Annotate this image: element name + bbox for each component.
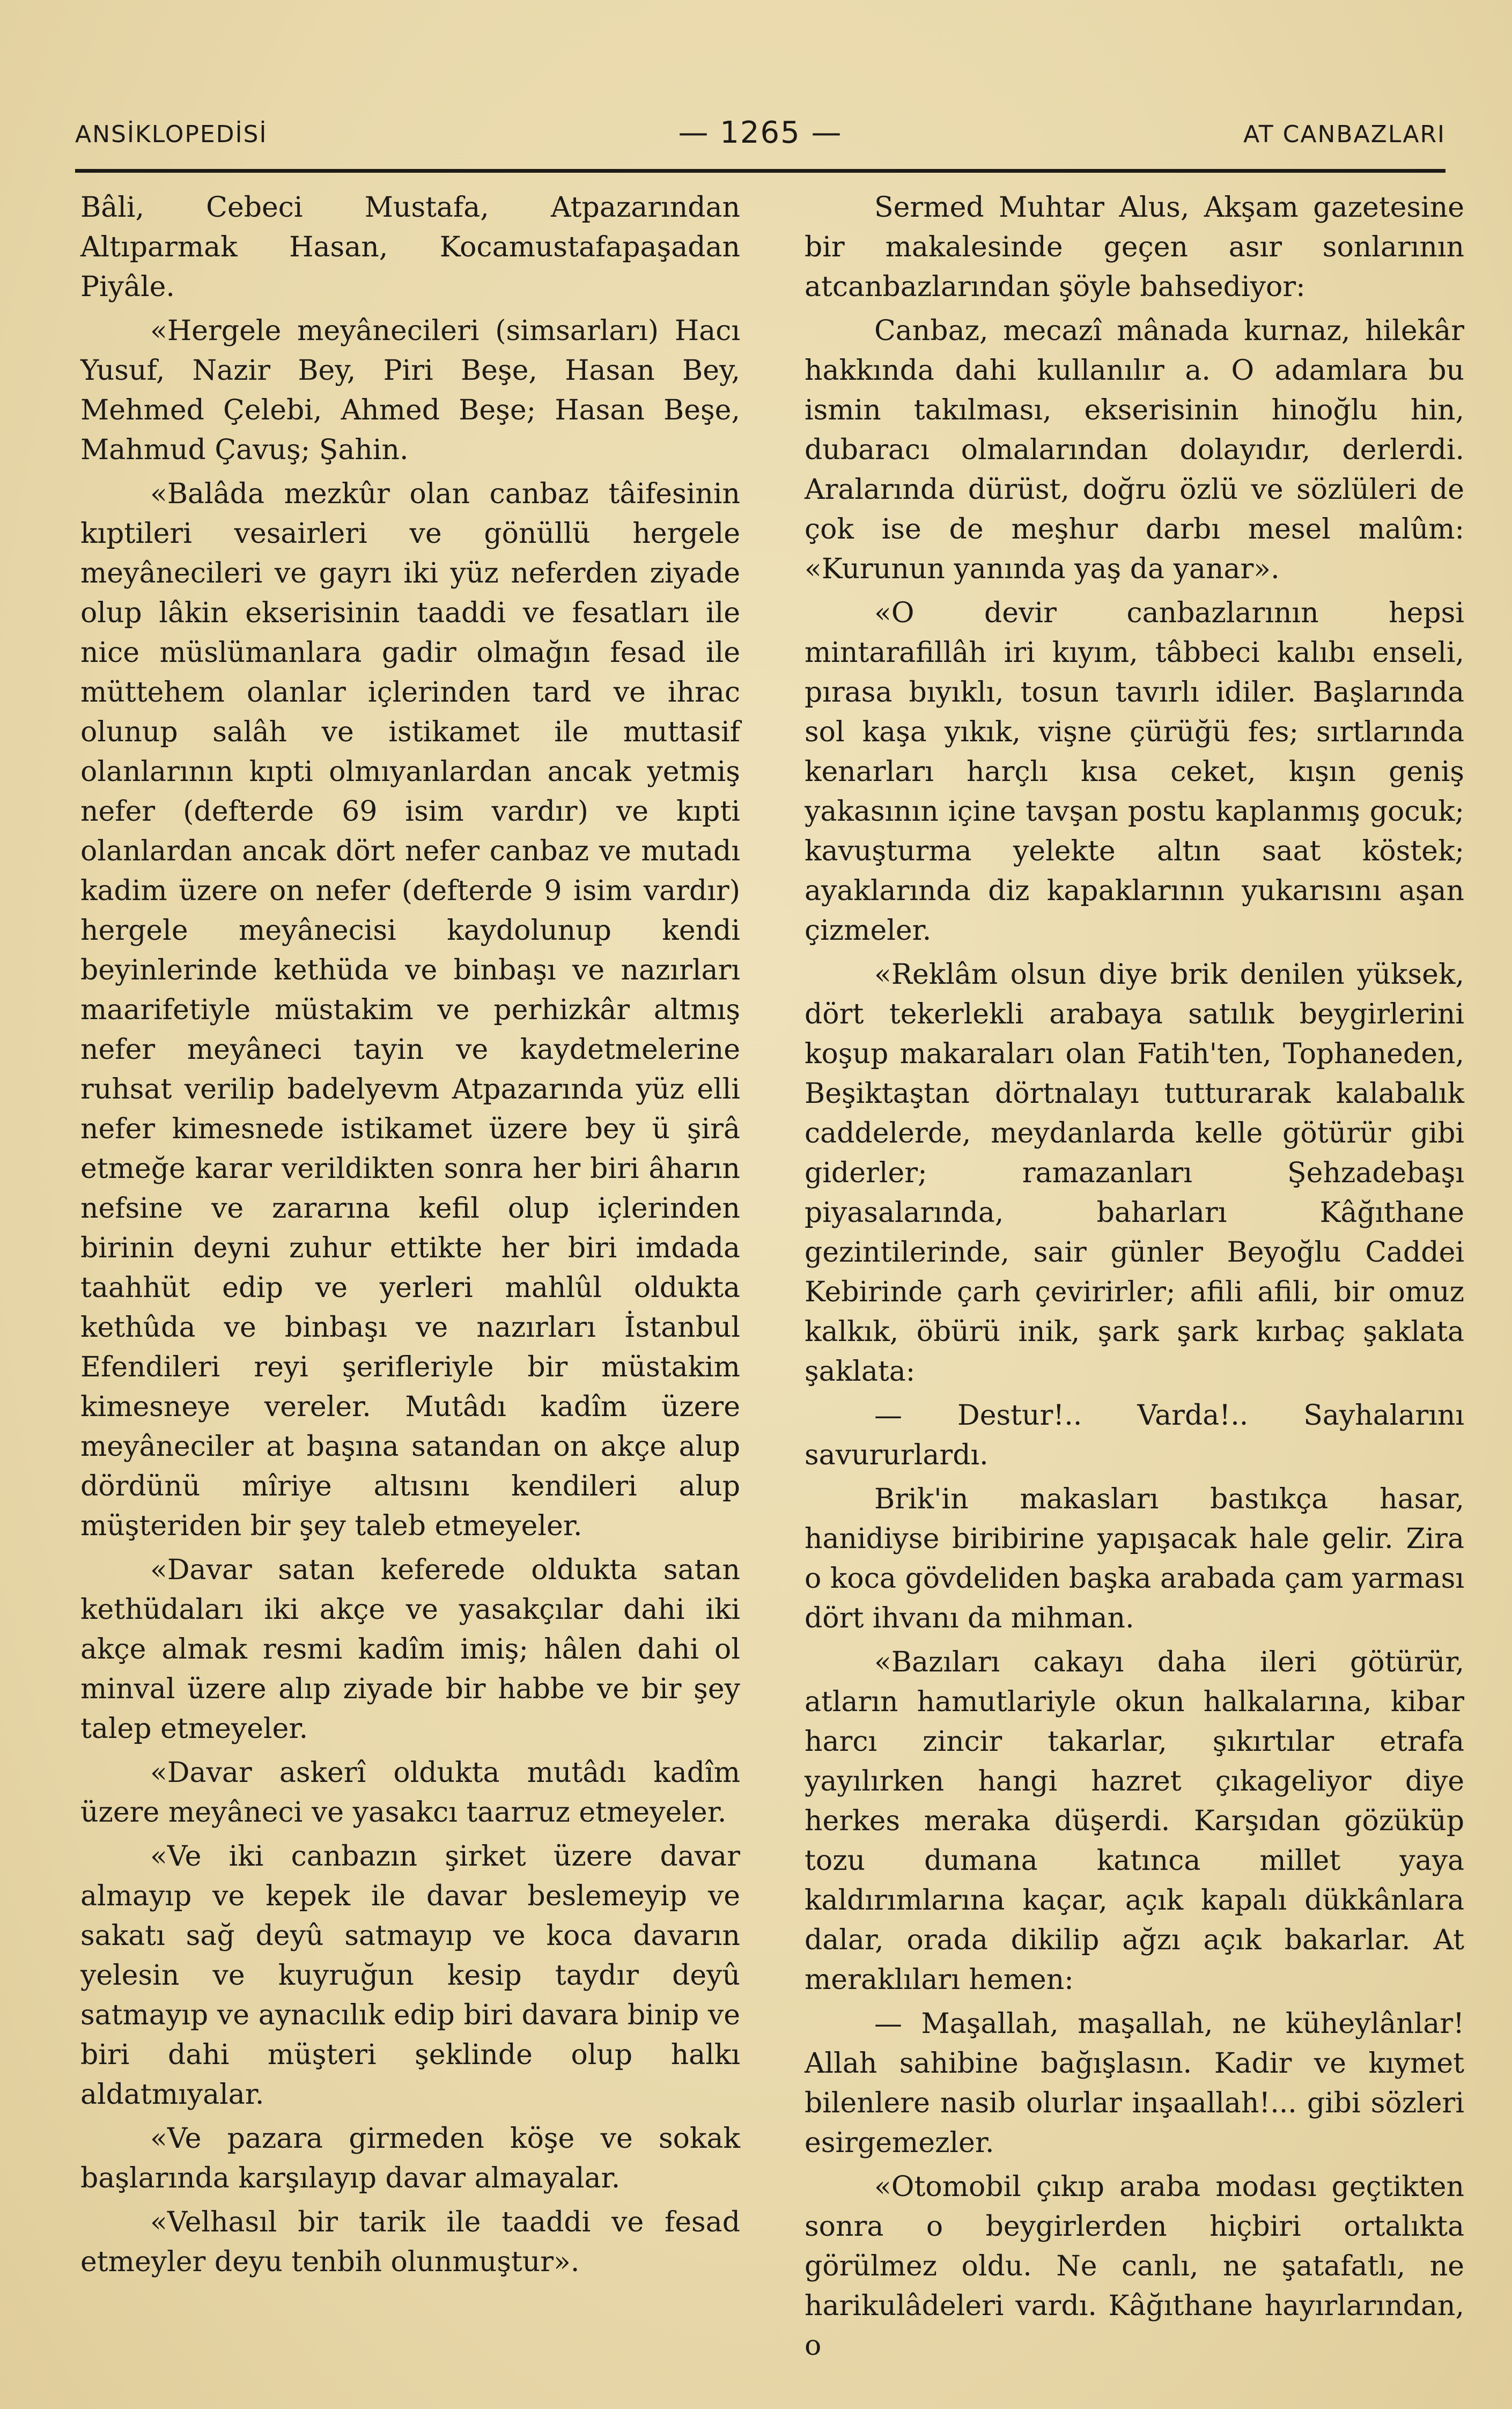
paragraph: «O devir canbazlarının hepsi mintarafillâh iri kıyım, tâbbeci kalıbı enseli, pırasa bıyıklı, tosun tavırlı idiler. Başlarında sol kaşa yıkık, vişne çürüğü fes; sırtlarında kenarları harçlı kısa ceket, kışın geniş yakasının içine tavşan postu kaplanmış gocuk; kavuşturma yelekte altın saat köstek; ayaklarında diz kapaklarının yukarısını aşan çizmeler. xyxy=(805,597,1464,947)
page-number: — 1265 — xyxy=(678,115,843,150)
paragraph: «Davar satan keferede oldukta satan kethüdaları iki akçe ve yasakçılar dahi iki akçe almak resmi kadîm imiş; hâlen dahi ol minval üzere alıp ziyade bir habbe ve bir şey talep etmeyeler. xyxy=(80,1554,740,1745)
paragraph: «Otomobil çıkıp araba modası geçtikten sonra o beygirlerden hiçbiri ortalıkta görülmez oldu. Ne canlı, ne şatafatlı, ne harikulâdeleri vardı. Kâğıthane hayırlarından, o xyxy=(805,2171,1464,2362)
paragraph: — Maşallah, maşallah, ne küheylânlar! Allah sahibine bağışlasın. Kadir ve kıymet bilenlere nasib olurlar inşaallah!... gibi sözleri esirgemezler. xyxy=(805,2008,1464,2159)
left-column xyxy=(80,188,740,2286)
paragraph: — Destur!.. Varda!.. Sayhalarını savururlardı. xyxy=(805,1399,1464,1471)
paragraph: Bâli, Cebeci Mustafa, Atpazarından Altıparmak Hasan, Kocamustafapaşadan Piyâle. xyxy=(80,191,740,303)
paragraph: «Ve pazara girmeden köşe ve sokak başlarında karşılayıp davar almayalar. xyxy=(80,2123,740,2194)
right-column xyxy=(805,188,1464,2370)
header-rule xyxy=(75,169,1445,173)
paragraph: Brik'in makasları bastıkça hasar, hanidiyse biribirine yapışacak hale gelir. Zira o koca gövdeliden başka arabada çam yarması dört ihvanı da mihman. xyxy=(805,1483,1464,1634)
paragraph: «Ve iki canbazın şirket üzere davar almayıp ve kepek ile davar beslemeyip ve sakatı sağ deyû satmayıp ve koca davarın yelesin ve kuyruğun kesip taydır deyû satmayıp ve aynacılık edip biri davara binip ve biri dahi müşteri şeklinde olup halkı aldatmıyalar. xyxy=(80,1840,740,2111)
paragraph: Sermed Muhtar Alus, Akşam gazetesine bir makalesinde geçen asır sonlarının atcanbazlarından şöyle bahsediyor: xyxy=(805,191,1464,303)
paragraph: «Reklâm olsun diye brik denilen yüksek, dört tekerlekli arabaya satılık beygirlerini koşup makaraları olan Fatih'ten, Tophaneden, Beşiktaştan dörtnalayı tutturarak kalabalık caddelerde, meydanlarda kelle götürür gibi giderler; ramazanları Şehzadebaşı piyasalarında, baharları Kâğıthane gezintilerinde, sair günler Beyoğlu Caddei Kebirinde çarh çevirirler; afili afili, bir omuz kalkık, öbürü inik, şark şark kırbaç şaklata şaklata: xyxy=(805,959,1464,1388)
paragraph: «Davar askerî oldukta mutâdı kadîm üzere meyâneci ve yasakcı taarruz etmeyeler. xyxy=(80,1757,740,1829)
paragraph: «Velhasıl bir tarik ile taaddi ve fesad etmeyler deyu tenbih olunmuştur». xyxy=(80,2206,740,2278)
paragraph: Canbaz, mecazî mânada kurnaz, hilekâr hakkında dahi kullanılır a. O adamlara bu ismin takılması, ekserisinin hinoğlu hin, dubaracı olmalarından dolayıdır, derlerdi. Aralarında dürüst, doğru özlü ve sözlüleri de çok ise de meşhur darbı mesel malûm: «Kurunun yanında yaş da yanar». xyxy=(805,315,1464,585)
paragraph: «Bazıları cakayı daha ileri götürür, atların hamutlariyle okun halkalarına, kibar harcı zincir takarlar, şıkırtılar etrafa yayılırken hangi hazret çıkageliyor diye herkes meraka düşerdi. Karşıdan gözüküp tozu dumana katınca millet yaya kaldırımlarına kaçar, açık kapalı dükkânlara dalar, orada dikilip ağzı açık bakarlar. At meraklıları hemen: xyxy=(805,1646,1464,1996)
paragraph: «Hergele meyânecileri (simsarları) Hacı Yusuf, Nazir Bey, Piri Beşe, Hasan Bey, Mehmed Çelebi, Ahmed Beşe; Hasan Beşe, Mahmud Çavuş; Şahin. xyxy=(80,315,740,466)
header-entry-title: AT CANBAZLARI xyxy=(1243,121,1445,148)
header-series-title: ANSİKLOPEDİSİ xyxy=(75,121,268,148)
paragraph: «Balâda mezkûr olan canbaz tâifesinin kıptileri vesairleri ve gönüllü hergele meyânecileri ve gayrı iki yüz neferden ziyade olup lâkin ekserisinin taaddi ve fesatları ile nice müslümanlara gadir olmağın fesad ile müttehem olanlar içlerinden tard ve ihrac olunup salâh ve istikamet ile muttasif olanlarının kıpti olmıyanlardan ancak yetmiş nefer (defterde 69 isim vardır) ve kıpti olanlardan ancak dört nefer canbaz ve mutadı kadim üzere on nefer (defterde 9 isim vardır) hergele meyânecisi kaydolunup kendi beyinlerinde kethüda ve binbaşı ve nazırları maarifetiyle müstakim ve perhizkâr altmış nefer meyâneci tayin ve kaydetmelerine ruhsat verilip badelyevm Atpazarında yüz elli nefer kimesnede istikamet üzere bey ü şirâ etmeğe karar verildikten sonra her biri âharın nefsine ve zararına kefil olup içlerinden birinin deyni zuhur ettikte her biri imdada taahhüt edip ve yerleri mahlûl oldukta kethûda ve binbaşı ve nazırları İstanbul Efendileri reyi şerifleriyle bir müstakim kimesneye vereler. Mutâdı kadîm üzere meyâneciler at başına satandan on akçe alup dördünü mîriye altısını kendileri alup müşteriden bir şey taleb etmeyeler. xyxy=(80,478,740,1542)
page-header xyxy=(75,115,1445,158)
